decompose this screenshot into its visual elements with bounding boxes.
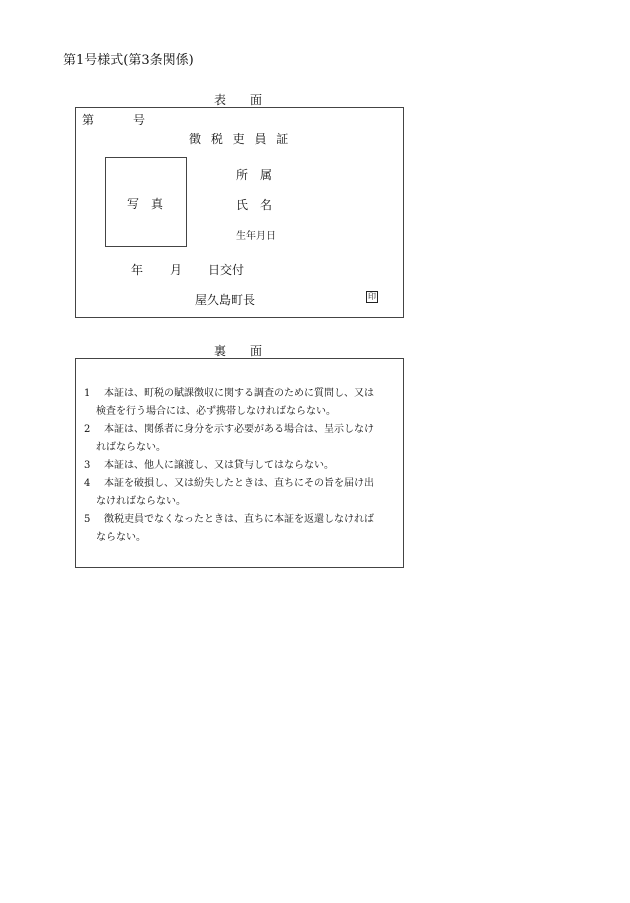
card-number-suffix: 号 bbox=[133, 113, 146, 127]
back-item-line2: ればならない。 bbox=[96, 442, 166, 453]
back-item-line1: 本証を破損し、又は紛失したときは、直ちにその旨を届け出 bbox=[104, 478, 374, 489]
back-item-2 bbox=[84, 421, 404, 439]
back-item-number: 1 bbox=[84, 388, 91, 399]
back-item-number: 5 bbox=[84, 514, 91, 525]
back-item-line2: ならない。 bbox=[96, 532, 146, 543]
back-item-4 bbox=[84, 475, 404, 493]
name-label: 氏 名 bbox=[236, 198, 273, 212]
back-item-1 bbox=[84, 385, 404, 403]
back-item-3 bbox=[84, 457, 404, 475]
back-item-number: 4 bbox=[84, 478, 91, 489]
back-item-line2: 検査を行う場合には、必ず携帯しなければならない。 bbox=[96, 406, 336, 417]
seal-mark: 印 bbox=[368, 292, 376, 301]
back-item-5 bbox=[84, 511, 404, 529]
card-title: 徴 税 吏 員 証 bbox=[189, 132, 292, 146]
issue-year-label: 年 bbox=[131, 263, 144, 277]
back-item-line1: 徴税吏員でなくなったときは、直ちに本証を返還しなければ bbox=[104, 514, 374, 525]
issue-day-label: 日交付 bbox=[208, 263, 245, 277]
back-item-line1: 本証は、町税の賦課徴収に関する調査のために質問し、又は bbox=[104, 388, 374, 399]
form-title: 第1号様式(第3条関係) bbox=[63, 53, 194, 68]
photo-label: 写 真 bbox=[127, 197, 164, 211]
back-item-number: 2 bbox=[84, 424, 91, 435]
back-face-label: 裏 面 bbox=[214, 344, 263, 358]
affiliation-label: 所 属 bbox=[236, 168, 273, 182]
back-item-line1: 本証は、関係者に身分を示す必要がある場合は、呈示しなけ bbox=[104, 424, 374, 435]
issue-month-label: 月 bbox=[170, 263, 183, 277]
back-item-line1: 本証は、他人に譲渡し、又は貸与してはならない。 bbox=[104, 460, 334, 471]
back-item-line2: なければならない。 bbox=[96, 496, 186, 507]
back-item-number: 3 bbox=[84, 460, 91, 471]
issuer-name: 屋久島町長 bbox=[195, 293, 256, 307]
card-number-prefix: 第 bbox=[82, 113, 95, 127]
birthdate-label: 生年月日 bbox=[236, 231, 276, 242]
front-face-label: 表 面 bbox=[214, 93, 263, 107]
